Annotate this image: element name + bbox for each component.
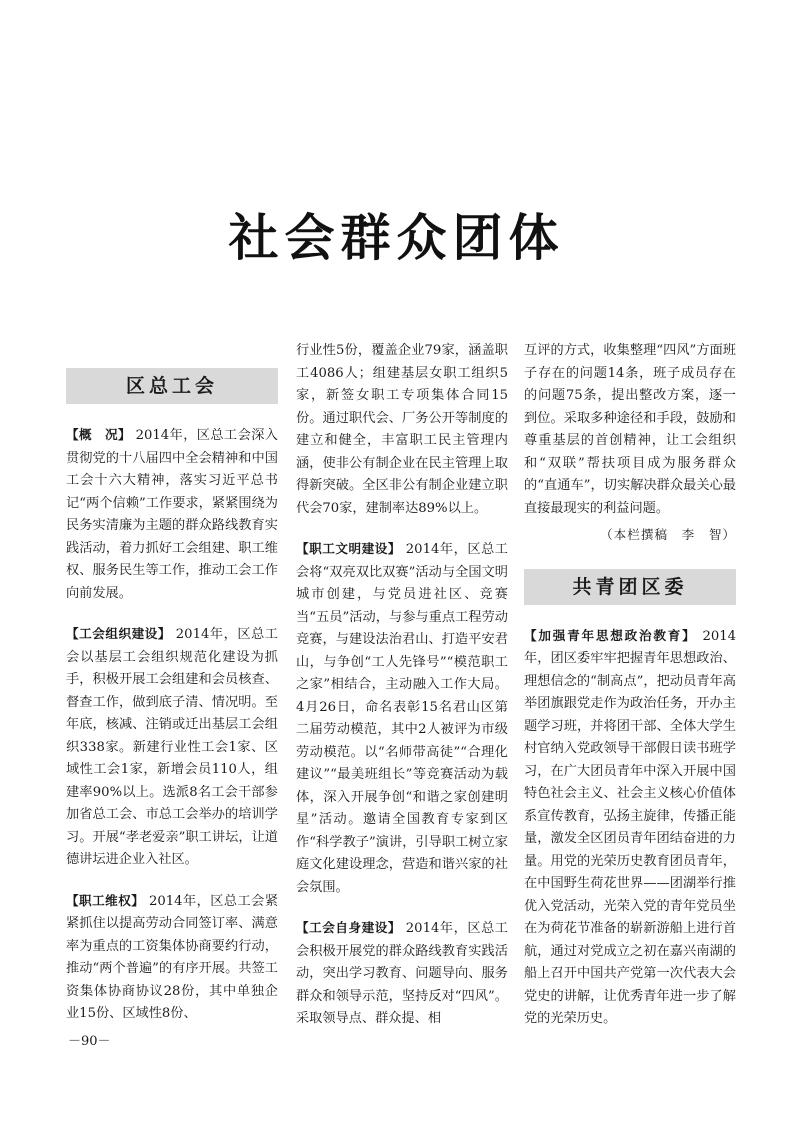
paragraph-text: 互评的方式，收集整理“四风”方面班子存在的问题14条，班子成员存在的问题75条，提出整改方案，逐一到位。采取多种途径和手段，鼓励和尊重基层的首创精神，让工会组织和“双联”帮扶项目成为服务群众的“直通车”，切实解决群众最关心最直接最现实的利益问题。 (524, 343, 736, 516)
paragraph-self-building (296, 917, 508, 1031)
paragraph-overview (66, 424, 278, 605)
paragraph-text: 2014年，区总工会紧紧抓住以提高劳动合同签订率、满意率为重点的工资集体协商要约行动，推动“两个普遍”的有序开展。共签工资集体协商协议28份，其中单独企业15份、区域性8份、 (66, 893, 279, 1021)
paragraph-self-building-continued (524, 340, 736, 520)
paragraph-rights-continued (296, 340, 508, 520)
paragraph-label: 【概 况】 (66, 427, 132, 442)
paragraph-label: 【工会自身建设】 (296, 920, 402, 935)
paragraph-label: 【职工维权】 (66, 892, 145, 908)
section-heading-union: 区总工会 (66, 368, 278, 404)
paragraph-text: 2014年，区总工会深入贯彻党的十八届四中全会精神和中国工会十六大精神，落实习近平总书记“两个信赖”工作要求，紧紧围绕为民务实清廉为主题的群众路线教育实践活动，着力抓好工会组建、职工维权、服务民生等工作，推动工会工作向前发展。 (66, 428, 278, 601)
author-credit: （本栏撰稿 李 智） (600, 527, 736, 542)
paragraph-label: 【加强青年思想政治教育】 (524, 627, 697, 643)
paragraph-ideology (524, 625, 736, 1031)
column-2 (296, 340, 508, 1049)
page-number: －90－ (68, 1034, 111, 1049)
page-title: 社会群众团体 (228, 209, 565, 267)
paragraph-organization (66, 623, 278, 872)
paragraph-civilization (296, 538, 508, 899)
paragraph-label: 【工会组织建设】 (66, 626, 172, 641)
paragraph-label: 【职工文明建设】 (296, 541, 402, 556)
paragraph-text: 2014年，区总工会以基层工会组织规范化建设为抓手，积极开展工会组建和会员核查、督查工作，做到底子清、情况明。至年底，核减、注销或迁出基层工会组织338家。新建行业性工会1家、区域性工会1家，新增会员110人，组建率90%以上。选派8名工会干部参加省总工会、市总工会举办的培训学习。开展“孝老爱亲”职工讲坛，让道德讲坛进企业入社区。 (66, 627, 278, 867)
section-heading-youth: 共青团区委 (524, 569, 736, 605)
paragraph-rights (66, 890, 278, 1026)
column-3 (524, 340, 736, 1049)
paragraph-text: 2014年，团区委牢牢把握青年思想政治、理想信念的“制高点”，把动员青年高举团旗跟党走作为政治任务，开办主题学习班，并将团干部、全体大学生村官纳入党政领导干部假日读书班学习，在广大团员青年中深入开展中国特色社会主义、社会主义核心价值体系宣传教育，弘扬主旋律，传播正能量，激发全区团员青年团结奋进的力量。用党的光荣历史教育团员青年，在中国野生荷花世界——团湖举行推优入党活动，光荣入党的青年党员坐在为荷花节准备的崭新游船上进行首航，通过对党成立之初在嘉兴南湖的船上召开中国共产党第一次代表大会党史的讲解，让优秀青年进一步了解党的光荣历史。 (524, 628, 737, 1026)
paragraph-text: 2014年，区总工会将“双亮双比双赛”活动与全国文明城市创建，与党员进社区、竞赛当“五员”活动，与参与重点工程劳动竞赛，与建设法治君山、打造平安君山，与争创“工人先锋号”“模范职工之家”相结合，主动融入工作大局。4月26日，命名表彰15名君山区第二届劳动模范，其中2人被评为市级劳动模范。以“名师带高徒”“合理化建议”“最美班组长”等竞赛活动为载体，深入开展争创“和谐之家创建明星”活动。邀请全国教育专家到区作“科学教子”演讲，引导职工树立家庭文化建设理念，营造和谐兴家的社会氛围。 (296, 542, 508, 895)
column-1 (66, 340, 278, 1044)
paragraph-text: 2014年，区总工会积极开展党的群众路线教育实践活动，突出学习教育、问题导向、服务群众和领导示范，坚持反对“四风”。采取领导点、群众提、相 (296, 921, 508, 1026)
paragraph-text: 行业性5份，覆盖企业79家，涵盖职工4086人；组建基层女职工组织5家，新签女职工专项集体合同15份。通过职代会、厂务公开等制度的建立和健全，丰富职工民主管理内涵，使非公有制企业在民主管理上取得新突破。全区非公有制企业建立职代会70家，建制率达89%以上。 (296, 343, 508, 516)
